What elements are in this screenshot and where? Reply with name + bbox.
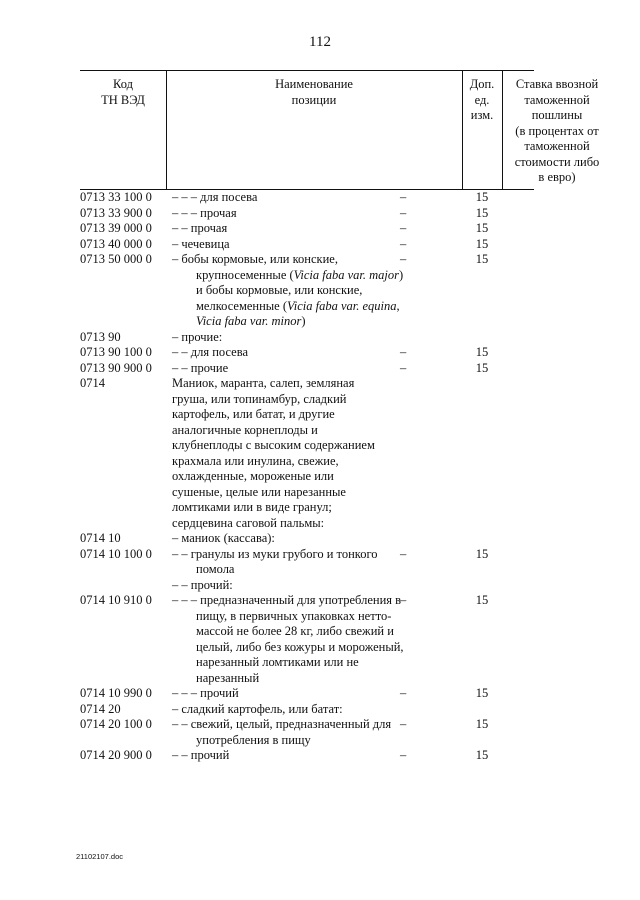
row-unit: – [400,221,407,235]
row-rate: 15 [475,686,489,700]
table-row [80,345,534,361]
row-name: – – гранулы из муки грубого и тонкого помола [172,546,378,576]
row-unit: – [400,748,407,762]
row-name: – – прочий: [172,577,233,592]
row-code: 0713 33 900 0 [80,205,152,220]
table-row [80,330,534,346]
row-rate: 15 [475,360,489,375]
row-rate: 15 [475,593,489,607]
row-code: 0714 10 100 0 [80,546,152,561]
table-row [80,361,534,377]
header-unit: Доп. ед. изм. [469,77,495,122]
row-unit: – [400,546,407,561]
row-code: 0714 [80,376,105,390]
row-code: 0714 10 990 0 [80,686,152,700]
row-code: 0713 90 100 0 [80,345,152,359]
row-rate: 15 [475,236,489,251]
row-code: 0714 10 910 0 [80,593,152,607]
row-rate: 15 [475,717,489,731]
tariff-table [80,70,600,764]
row-unit: – [400,236,407,251]
row-name: – чечевица [172,236,230,251]
table-row [80,252,534,330]
row-code: 0713 33 100 0 [80,190,152,204]
row-name: – – – прочий [172,686,239,700]
header-name: Наименование позиции [275,77,353,107]
table-row [80,221,534,237]
row-name: – – прочие [172,360,229,375]
row-name: – сладкий картофель, или батат: [172,701,343,716]
row-name: – – – прочая [172,205,237,220]
row-code: 0714 20 900 0 [80,748,152,762]
row-name: Маниок, маранта, салеп, земляная груша, или топинамбур, сладкий картофель, или батат, и другие аналогичные корнеплоды и клубнеплоды с высоким содержанием крахмала или инулина, свежие, охлажденные, мороженые или сушеные, целые или нарезанные ломтиками или в виде гранул; сердцевина саговой пальмы: [172,376,375,530]
table-row [80,593,534,686]
row-rate: 15 [475,205,489,220]
row-rate: 15 [475,190,489,204]
row-name: – – для посева [172,345,249,359]
row-unit: – [400,686,407,700]
row-unit: – [400,190,407,204]
row-unit: – [400,205,407,220]
row-unit: – [400,360,407,375]
table-row [80,376,534,531]
row-rate: 15 [475,345,489,359]
row-rate: 15 [475,252,489,266]
row-rate: 15 [475,748,489,762]
table-row [80,578,534,594]
row-name: – прочие: [172,329,223,344]
row-name: – – свежий, целый, предназначенный для употребления в пищу [172,717,392,747]
file-name: 21102107.doc [76,852,123,861]
page-number: 112 [309,34,331,50]
table-row [80,748,534,764]
row-name: – бобы кормовые, или конские, крупносеменные (Vicia faba var. major) и бобы кормовые, или конские, мелкосеменные (Vicia faba var. equina, Vicia faba var. minor) [172,252,404,328]
row-code: 0713 50 000 0 [80,252,152,266]
row-code: 0713 90 900 0 [80,360,152,375]
table-row [80,237,534,253]
row-name: – – – предназначенный для употребления в пищу, в первичных упаковках нетто-массой не более 28 кг, либо свежий и целый, либо без кожуры и мороженый, нарезанный ломтиками или не нарезанный [172,593,404,685]
row-name: – маниок (кассава): [172,531,275,545]
row-code: 0713 40 000 0 [80,236,152,251]
row-name: – – – для посева [172,190,258,204]
row-unit: – [400,345,407,359]
row-code: 0714 10 [80,531,121,545]
row-code: 0714 20 100 0 [80,717,152,731]
table-row [80,206,534,222]
row-name: – – прочая [172,221,228,235]
table-row [80,686,534,702]
table-row [80,717,534,748]
row-rate: 15 [475,221,489,235]
row-unit: – [400,717,407,731]
row-code: 0713 39 000 0 [80,221,152,235]
row-rate: 15 [475,546,489,561]
row-code: 0714 20 [80,701,121,716]
header-code: Код ТН ВЭД [101,77,145,107]
row-code: 0713 90 [80,329,121,344]
row-name: – – прочий [172,748,230,762]
row-unit: – [400,252,407,266]
table-body [80,190,534,764]
header-rate: Ставка ввозной таможенной пошлины (в процентах от таможенной стоимости либо в евро) [514,77,600,184]
table-row [80,547,534,578]
table-row [80,531,534,547]
table-row [80,702,534,718]
table-row [80,190,534,206]
row-unit: – [400,593,407,607]
table-header [80,70,600,190]
